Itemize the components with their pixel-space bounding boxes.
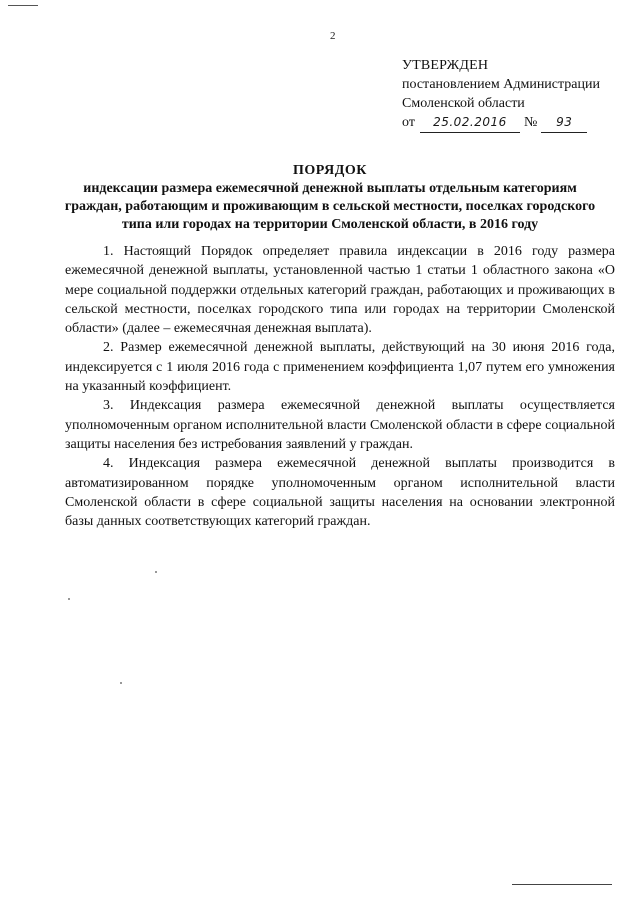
approval-line-1: постановлением Администрации (402, 77, 600, 92)
document-title: ПОРЯДОК (293, 163, 367, 178)
handwritten-number: 93 (541, 113, 587, 133)
document-subtitle: индексации размера ежемесячной денежной выплаты отдельным категориям граждан, работающим и проживающим в сельской местности, поселках городского типа или городах на территории Смоленской области, в 2016 году (64, 181, 596, 232)
approval-stamp (402, 56, 632, 133)
approval-date-line (402, 113, 632, 133)
paragraph-3: 3. Индексация размера ежемесячной денежной выплаты осуществляется уполномоченным органом исполнительной власти Смоленской области в сфере социальной защиты населения без истребования заявлений у граждан. (65, 398, 615, 452)
page-number: 2 (330, 30, 336, 42)
scan-speck (68, 598, 70, 600)
approved-heading: УТВЕРЖДЕН (402, 58, 489, 73)
scan-artifact-line (8, 5, 38, 6)
scan-artifact-line (512, 884, 612, 885)
approval-line-2: Смоленской области (402, 96, 525, 111)
document-heading (60, 162, 600, 234)
paragraph-4: 4. Индексация размера ежемесячной денежной выплаты производится в автоматизированном порядке уполномоченным органом исполнительной власти Смоленской области в сфере социальной защиты населения на основании электронной базы данных соответствующих категорий граждан. (65, 456, 615, 530)
date-prefix: от (402, 115, 415, 130)
scan-speck (120, 682, 122, 684)
scan-speck (155, 571, 157, 573)
document-body (65, 242, 615, 531)
paragraph-1: 1. Настоящий Порядок определяет правила индексации в 2016 году размера ежемесячной денежной выплаты, установленной частью 1 статьи 1 областного закона «О мере социальной поддержки отдельных категорий граждан, работающих и проживающих в сельской местности, поселках городского типа или городах на территории Смоленской области» (далее – ежемесячная денежная выплата). (65, 244, 615, 337)
handwritten-date: 25.02.2016 (420, 113, 520, 133)
number-label: № (523, 115, 538, 130)
paragraph-2: 2. Размер ежемесячной денежной выплаты, действующий на 30 июня 2016 года, индексируется с 1 июля 2016 года с применением коэффициента 1,07 путем его умножения на указанный коэффициент. (65, 340, 615, 395)
